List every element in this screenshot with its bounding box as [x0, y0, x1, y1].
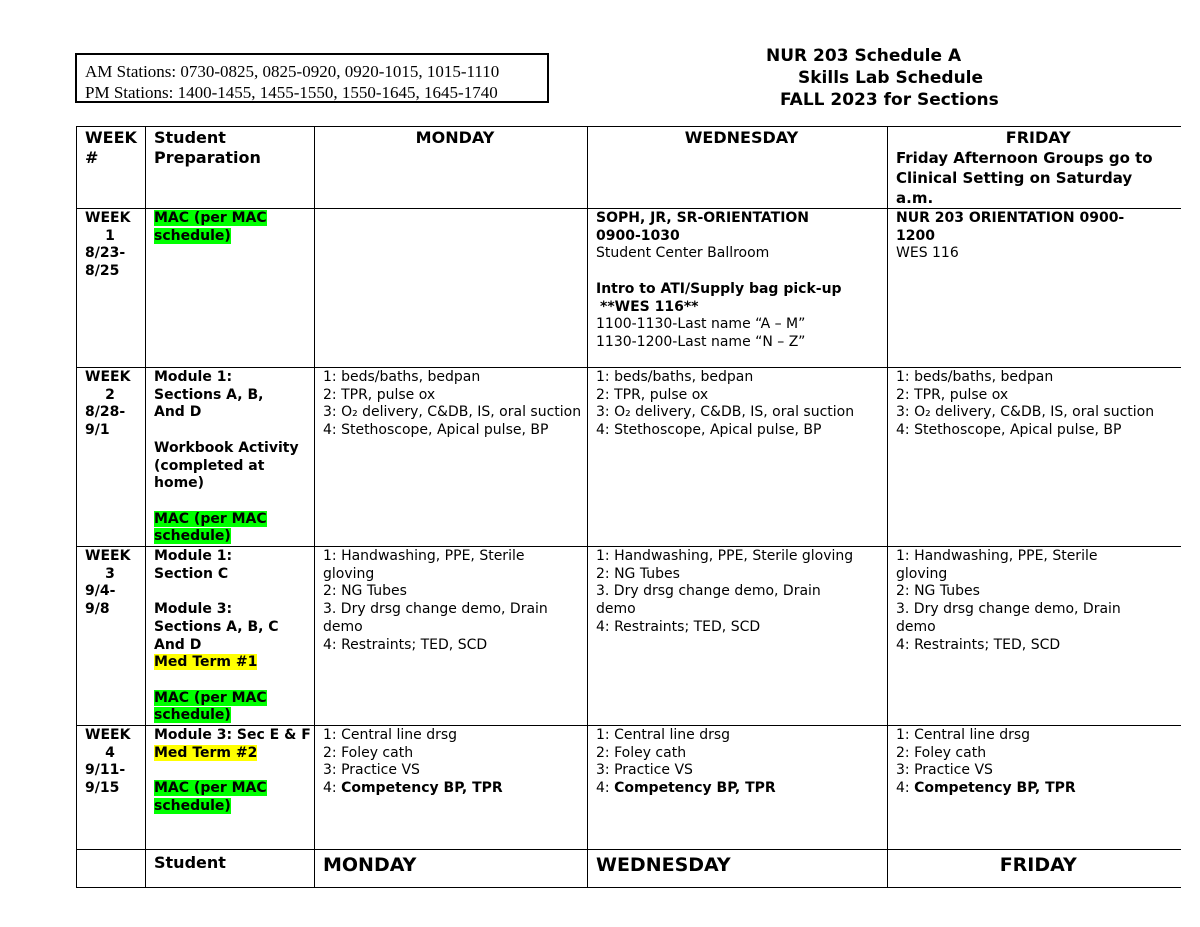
week-2-friday: 1: beds/baths, bedpan 2: TPR, pulse ox 3: O₂ delivery, C&DB, IS, oral suction 4: Stethoscope, Apical pulse, BP [888, 368, 1181, 547]
week-3-friday: 1: Handwashing, PPE, Sterile gloving 2: NG Tubes 3. Dry drsg change demo, Drain demo 4: Restraints; TED, SCD [888, 547, 1181, 726]
pm-stations: PM Stations: 1400-1455, 1455-1550, 1550-1645, 1645-1740 [85, 83, 498, 102]
week-3-monday: 1: Handwashing, PPE, Sterile gloving 2: NG Tubes 3. Dry drsg change demo, Drain demo 4: Restraints; TED, SCD [315, 547, 588, 726]
week-4-prep: Module 3: Sec E & F Med Term #2 MAC (per MAC schedule) [146, 726, 315, 850]
am-stations: AM Stations: 0730-0825, 0825-0920, 0920-1015, 1015-1110 [85, 62, 500, 81]
week-2-row [77, 368, 1181, 547]
week-3-row [77, 547, 1181, 726]
week-4-monday: 1: Central line drsg 2: Foley cath 3: Practice VS 4: Competency BP, TPR [315, 726, 588, 850]
monday-header: MONDAY [315, 127, 588, 209]
week-4-wednesday: 1: Central line drsg 2: Foley cath 3: Practice VS 4: Competency BP, TPR [588, 726, 888, 850]
schedule-title: NUR 203 Schedule A [766, 46, 962, 66]
footer-friday: FRIDAY [888, 850, 1181, 888]
week-3-label: WEEK 3 9/4- 9/8 [77, 547, 146, 726]
week-1-wednesday: SOPH, JR, SR-ORIENTATION 0900-1030 Student Center Ballroom Intro to ATI/Supply bag pick-up **WES 116** 1100-1130-Last name “A – M” 1130-1200-Last name “N – Z” [588, 209, 888, 368]
week-1-label: WEEK 1 8/23- 8/25 [77, 209, 146, 368]
week-1-row [77, 209, 1181, 368]
week-1-friday: NUR 203 ORIENTATION 0900- 1200 WES 116 [888, 209, 1181, 368]
week-4-label: WEEK 4 9/11- 9/15 [77, 726, 146, 850]
week-header: WEEK # [77, 127, 146, 209]
week-4-friday: 1: Central line drsg 2: Foley cath 3: Practice VS 4: Competency BP, TPR [888, 726, 1181, 850]
footer-wednesday: WEDNESDAY [588, 850, 888, 888]
stations-box [75, 53, 549, 103]
footer-week [77, 850, 146, 888]
prep-header: Student Preparation [146, 127, 315, 209]
week-3-wednesday: 1: Handwashing, PPE, Sterile gloving 2: NG Tubes 3. Dry drsg change demo, Drain demo 4: Restraints; TED, SCD [588, 547, 888, 726]
header-row [77, 127, 1181, 209]
footer-header-row [77, 850, 1181, 888]
week-4-row [77, 726, 1181, 850]
week-2-wednesday: 1: beds/baths, bedpan 2: TPR, pulse ox 3: O₂ delivery, C&DB, IS, oral suction 4: Stethoscope, Apical pulse, BP [588, 368, 888, 547]
week-3-prep: Module 1: Section C Module 3: Sections A, B, C And D Med Term #1 MAC (per MAC schedule) [146, 547, 315, 726]
schedule-term: FALL 2023 for Sections [780, 90, 999, 110]
week-2-prep: Module 1: Sections A, B, And D Workbook Activity (completed at home) MAC (per MAC schedule) [146, 368, 315, 547]
schedule-table [76, 126, 1181, 888]
friday-header: FRIDAY Friday Afternoon Groups go to Clinical Setting on Saturday a.m. [888, 127, 1181, 209]
schedule-subtitle: Skills Lab Schedule [798, 68, 984, 88]
week-1-prep: MAC (per MAC schedule) [146, 209, 315, 368]
wednesday-header: WEDNESDAY [588, 127, 888, 209]
week-2-label: WEEK 2 8/28- 9/1 [77, 368, 146, 547]
week-2-monday: 1: beds/baths, bedpan 2: TPR, pulse ox 3: O₂ delivery, C&DB, IS, oral suction 4: Stethoscope, Apical pulse, BP [315, 368, 588, 547]
footer-prep: Student [146, 850, 315, 888]
footer-monday: MONDAY [315, 850, 588, 888]
week-1-monday [315, 209, 588, 368]
